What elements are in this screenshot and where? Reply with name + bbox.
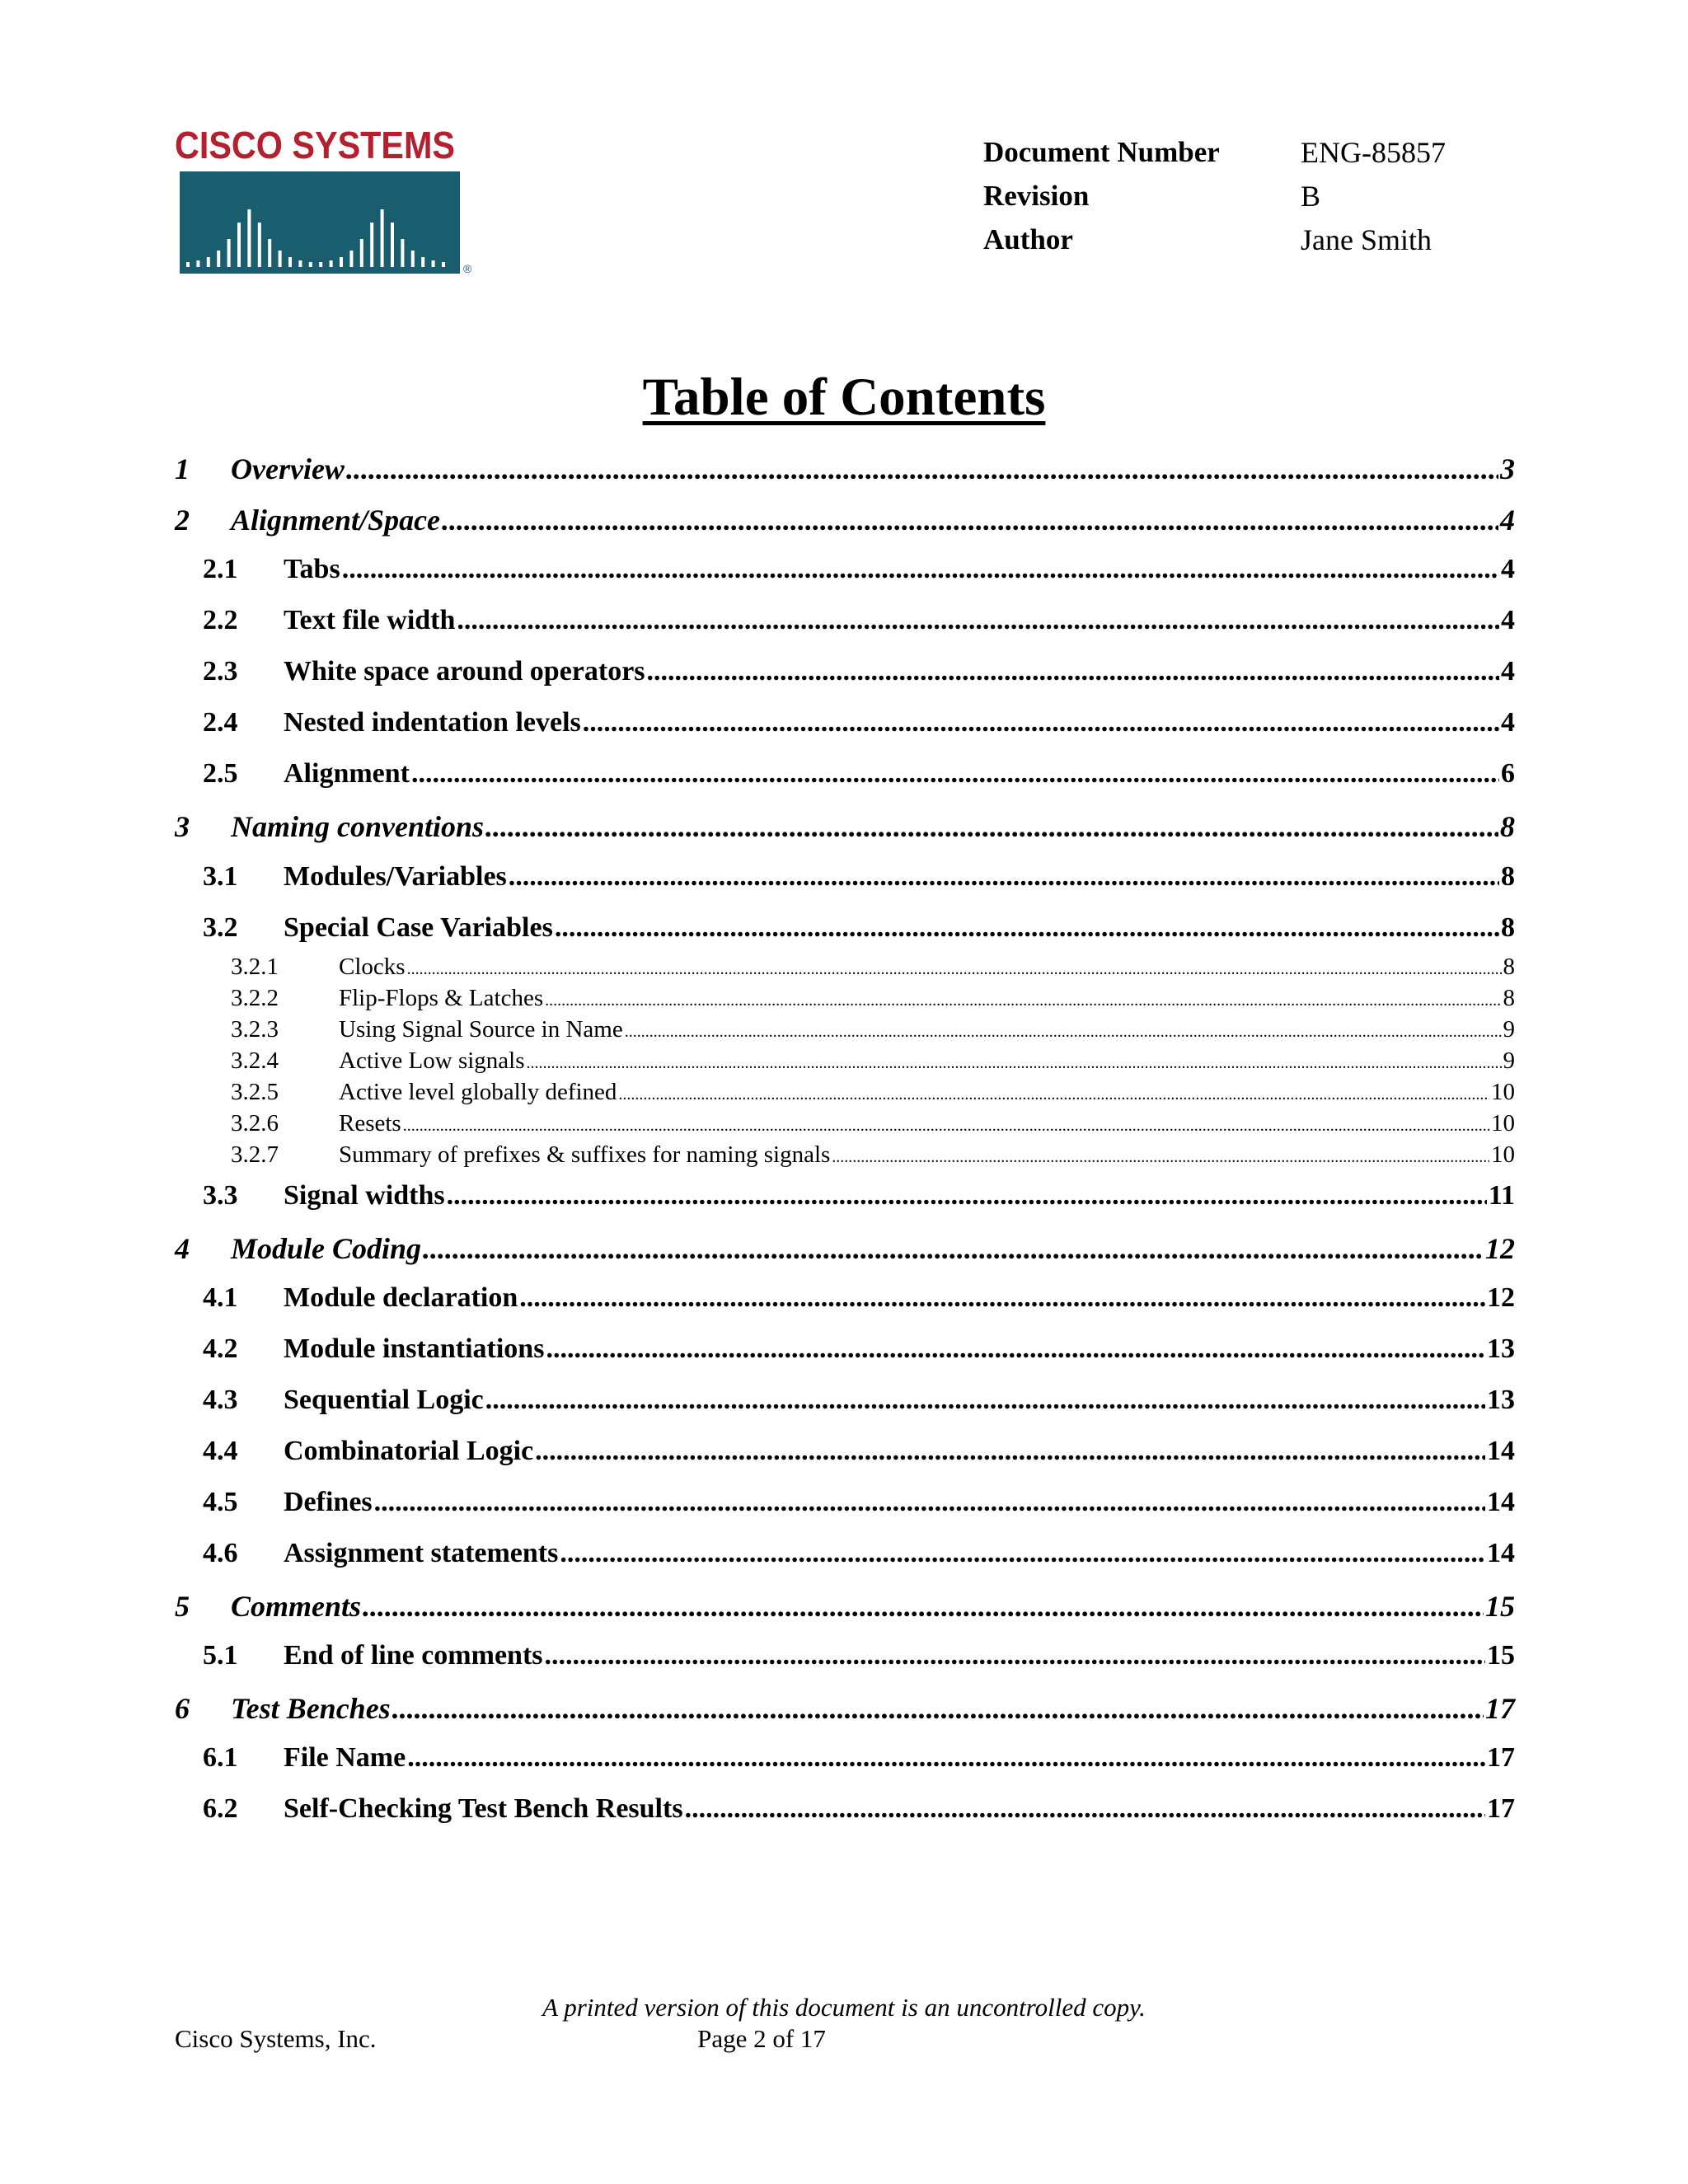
- meta-label: Document Number: [983, 135, 1220, 168]
- toc-entry-label: Special Case Variables: [284, 912, 553, 943]
- toc-entry-page: 9: [1503, 1047, 1515, 1074]
- toc-entry-number: 2: [175, 504, 190, 537]
- toc-entry-page: 8: [1501, 912, 1515, 943]
- toc-entry-label: Self-Checking Test Bench Results: [284, 1793, 683, 1824]
- toc-entry-page: 13: [1487, 1333, 1515, 1364]
- toc-entry-page: 13: [1487, 1385, 1515, 1415]
- footer-company: Cisco Systems, Inc.: [175, 2024, 377, 2053]
- toc-entry-number: 4.2: [203, 1333, 238, 1364]
- toc-entry[interactable]: [203, 1282, 1515, 1319]
- toc-entry-number: 2.1: [203, 554, 238, 584]
- logo-bar: [268, 239, 271, 267]
- toc-dot-leader: [457, 605, 1499, 636]
- toc-dot-leader: [407, 960, 1502, 979]
- toc-entry-label: Module declaration: [284, 1282, 518, 1313]
- toc-entry[interactable]: [203, 1333, 1515, 1370]
- toc-entry-label: Overview: [231, 452, 345, 485]
- toc-dot-leader: [485, 809, 1498, 844]
- toc-entry-page: 4: [1501, 656, 1515, 687]
- toc-entry-page: 15: [1485, 1590, 1515, 1623]
- toc-dot-leader: [545, 1640, 1486, 1671]
- toc-entry[interactable]: [203, 1793, 1515, 1830]
- footer-uncontrolled-copy-note: A printed version of this document is an uncontrolled copy.: [542, 1993, 1146, 2022]
- toc-entry-number: 4.3: [203, 1385, 238, 1415]
- toc-dot-leader: [374, 1487, 1485, 1518]
- toc-entry[interactable]: [203, 1538, 1515, 1574]
- toc-entry-label: Nested indentation levels: [284, 707, 581, 738]
- toc-entry[interactable]: [203, 912, 1515, 949]
- toc-entry-label: Alignment: [284, 758, 410, 789]
- toc-entry-label: Defines: [284, 1487, 373, 1517]
- logo-bar: [391, 223, 394, 267]
- toc-dot-leader: [546, 1333, 1485, 1365]
- toc-entry-label: Active Low signals: [339, 1047, 525, 1074]
- meta-value: Jane Smith: [1301, 223, 1432, 256]
- logo-bar: [411, 251, 415, 267]
- logo-bar: [421, 257, 424, 267]
- logo-bar: [279, 251, 282, 267]
- logo-bar: [319, 262, 322, 267]
- toc-dot-leader: [403, 1117, 1489, 1136]
- logo-bar: [360, 239, 363, 267]
- toc-dot-leader: [485, 1385, 1485, 1416]
- meta-value: B: [1301, 179, 1321, 213]
- toc-entry-page: 10: [1491, 1141, 1515, 1168]
- toc-entry-page: 8: [1500, 810, 1515, 843]
- toc-entry-number: 6.2: [203, 1793, 238, 1824]
- toc-entry-page: 17: [1485, 1692, 1515, 1725]
- toc-entry[interactable]: [203, 707, 1515, 743]
- toc-dot-leader: [545, 991, 1501, 1010]
- toc-entry-number: 6: [175, 1692, 190, 1725]
- toc-entry-label: Module Coding: [231, 1232, 422, 1265]
- toc-dot-leader: [423, 1231, 1484, 1266]
- logo-bar: [217, 251, 220, 267]
- toc-entry-number: 4.1: [203, 1282, 238, 1313]
- toc-entry-page: 4: [1501, 554, 1515, 584]
- toc-entry-number: 5.1: [203, 1640, 238, 1671]
- toc-dot-leader: [363, 1589, 1484, 1624]
- logo-bar: [196, 260, 199, 267]
- logo-wordmark: [175, 120, 459, 163]
- toc-entry-number: 4.4: [203, 1436, 238, 1466]
- logo-bar: [237, 223, 241, 267]
- toc-entry-page: 9: [1503, 1016, 1515, 1043]
- toc-entry-page: 12: [1485, 1232, 1515, 1265]
- toc-entry-label: Sequential Logic: [284, 1385, 484, 1415]
- toc-entry-number: 4.6: [203, 1538, 238, 1568]
- toc-entry-page: 14: [1487, 1436, 1515, 1466]
- logo-bar: [401, 239, 404, 267]
- toc-entry-number: 5: [175, 1590, 190, 1623]
- toc-entry[interactable]: [175, 452, 1515, 490]
- toc-entry-number: 4.5: [203, 1487, 238, 1517]
- toc-entry-label: Modules/Variables: [284, 861, 507, 892]
- logo-bar: [370, 223, 373, 267]
- toc-entry-label: Alignment/Space: [231, 504, 441, 537]
- toc-entry-label: Signal widths: [284, 1180, 445, 1211]
- toc-entry[interactable]: [231, 1016, 1515, 1046]
- toc-entry[interactable]: [175, 503, 1515, 541]
- toc-entry[interactable]: [203, 605, 1515, 641]
- meta-label: Author: [983, 223, 1073, 255]
- toc-entry-number: 3: [175, 810, 190, 843]
- toc-dot-leader: [527, 1054, 1502, 1073]
- toc-entry-label: Active level globally defined: [339, 1079, 617, 1105]
- toc-entry-number: 4: [175, 1232, 190, 1265]
- toc-entry[interactable]: [203, 1487, 1515, 1523]
- logo-bridge-graphic: [180, 171, 460, 274]
- toc-entry-page: 3: [1500, 452, 1515, 485]
- toc-entry-page: 8: [1503, 954, 1515, 980]
- toc-entry-label: Comments: [231, 1590, 362, 1623]
- logo-bar: [247, 209, 251, 267]
- meta-label: Revision: [983, 179, 1090, 212]
- toc-entry[interactable]: [203, 1640, 1515, 1676]
- toc-entry-page: 4: [1500, 504, 1515, 537]
- toc-entry-page: 11: [1488, 1180, 1515, 1211]
- toc-entry[interactable]: [203, 758, 1515, 794]
- toc-entry-page: 14: [1487, 1538, 1515, 1568]
- logo-bar: [442, 262, 445, 267]
- logo-bar: [349, 251, 353, 267]
- toc-dot-leader: [625, 1023, 1502, 1042]
- toc-entry-number: 3.2.2: [231, 985, 279, 1011]
- toc-entry-label: Module instantiations: [284, 1333, 545, 1364]
- toc-entry[interactable]: [203, 1742, 1515, 1779]
- toc-entry[interactable]: [175, 1231, 1515, 1269]
- toc-entry-label: End of line comments: [284, 1640, 543, 1671]
- toc-entry-label: Clocks: [339, 954, 406, 980]
- toc-entry-label: Assignment statements: [284, 1538, 559, 1568]
- logo-bar: [227, 239, 231, 267]
- toc-entry-number: 2.2: [203, 605, 238, 635]
- toc-entry-number: 3.2.6: [231, 1110, 279, 1137]
- toc-entry-number: 3.3: [203, 1180, 238, 1211]
- logo-bar: [288, 257, 292, 267]
- document-meta: [983, 130, 1446, 261]
- toc-entry[interactable]: [231, 1079, 1515, 1108]
- toc-entry[interactable]: [203, 656, 1515, 692]
- toc-entry-page: 17: [1487, 1793, 1515, 1824]
- toc-dot-leader: [560, 1538, 1485, 1569]
- toc-entry[interactable]: [231, 985, 1515, 1015]
- toc-entry-number: 3.2.7: [231, 1141, 279, 1168]
- meta-row: [983, 174, 1446, 218]
- toc-entry[interactable]: [203, 1385, 1515, 1421]
- toc-entry-page: 8: [1503, 985, 1515, 1011]
- logo-bar: [207, 257, 210, 267]
- toc-entry-label: Summary of prefixes & suffixes for naming signals: [339, 1141, 831, 1168]
- toc-entry[interactable]: [231, 1047, 1515, 1077]
- toc-dot-leader: [519, 1282, 1485, 1314]
- toc-dot-leader: [346, 452, 1498, 486]
- footer-page-number: Page 2 of 17: [697, 2024, 826, 2053]
- toc-entry-number: 3.2.4: [231, 1047, 279, 1074]
- toc-entry-number: 3.2.1: [231, 954, 279, 980]
- toc-dot-leader: [342, 554, 1499, 585]
- toc-entry[interactable]: [203, 1436, 1515, 1472]
- meta-value: ENG-85857: [1301, 135, 1446, 169]
- toc-entry-number: 6.1: [203, 1742, 238, 1773]
- toc-entry-label: Combinatorial Logic: [284, 1436, 534, 1466]
- page-title: Table of Contents: [642, 368, 1046, 427]
- toc-dot-leader: [535, 1436, 1485, 1467]
- toc-entry[interactable]: [175, 1691, 1515, 1729]
- toc-entry-number: 3.2.5: [231, 1079, 279, 1105]
- meta-row: [983, 130, 1446, 174]
- toc-entry-number: 3.2.3: [231, 1016, 279, 1043]
- toc-entry-label: Naming conventions: [231, 810, 485, 843]
- toc-dot-leader: [411, 758, 1499, 790]
- toc-entry-page: 10: [1491, 1110, 1515, 1137]
- toc-dot-leader: [647, 656, 1499, 687]
- toc-entry[interactable]: [175, 809, 1515, 847]
- registered-mark-icon: ®: [463, 262, 472, 275]
- toc-entry[interactable]: [203, 1180, 1515, 1216]
- logo-bar: [298, 260, 302, 267]
- toc-entry[interactable]: [203, 554, 1515, 590]
- logo-text: CISCO SYSTEMS: [175, 124, 455, 163]
- logo-bar: [330, 260, 333, 267]
- meta-row: [983, 218, 1446, 261]
- logo-bar: [309, 262, 312, 267]
- toc-entry-page: 17: [1487, 1742, 1515, 1773]
- toc-entry-page: 6: [1501, 758, 1515, 789]
- toc-dot-leader: [509, 861, 1499, 893]
- toc-entry-label: Using Signal Source in Name: [339, 1016, 623, 1043]
- toc-dot-leader: [392, 1691, 1484, 1726]
- toc-entry-page: 14: [1487, 1487, 1515, 1517]
- toc-entry-page: 4: [1501, 605, 1515, 635]
- toc-dot-leader: [583, 707, 1499, 738]
- toc-entry-page: 8: [1501, 861, 1515, 892]
- logo-bar: [432, 260, 435, 267]
- toc-entry-page: 4: [1501, 707, 1515, 738]
- toc-entry-label: Flip-Flops & Latches: [339, 985, 544, 1011]
- toc-entry-label: Test Benches: [231, 1692, 391, 1725]
- toc-dot-leader: [685, 1793, 1485, 1825]
- toc-dot-leader: [447, 1180, 1487, 1212]
- toc-entry-page: 10: [1491, 1079, 1515, 1105]
- toc-entry-number: 2.3: [203, 656, 238, 687]
- toc-dot-leader: [832, 1148, 1489, 1167]
- toc-entry[interactable]: [231, 954, 1515, 983]
- toc-entry-number: 1: [175, 452, 190, 485]
- logo-bar: [258, 223, 261, 267]
- toc-dot-leader: [407, 1742, 1485, 1774]
- toc-entry-label: Tabs: [284, 554, 340, 584]
- logo-bar: [381, 209, 384, 267]
- toc-entry-number: 2.4: [203, 707, 238, 738]
- toc-entry-page: 15: [1487, 1640, 1515, 1671]
- logo-bar: [186, 262, 190, 267]
- toc-dot-leader: [618, 1085, 1489, 1104]
- toc-entry-label: File Name: [284, 1742, 406, 1773]
- toc-entry[interactable]: [231, 1110, 1515, 1140]
- toc-entry[interactable]: [231, 1141, 1515, 1171]
- toc-entry-label: Text file width: [284, 605, 456, 635]
- toc-entry[interactable]: [203, 861, 1515, 898]
- logo-bar: [340, 257, 343, 267]
- toc-entry[interactable]: [175, 1589, 1515, 1627]
- toc-dot-leader: [555, 912, 1499, 944]
- toc-entry-label: Resets: [339, 1110, 401, 1137]
- toc-entry-number: 2.5: [203, 758, 238, 789]
- toc-entry-number: 3.1: [203, 861, 238, 892]
- toc-dot-leader: [442, 503, 1498, 537]
- toc-entry-label: White space around operators: [284, 656, 645, 687]
- toc-entry-number: 3.2: [203, 912, 238, 943]
- company-logo: [175, 120, 480, 282]
- toc-entry-page: 12: [1487, 1282, 1515, 1313]
